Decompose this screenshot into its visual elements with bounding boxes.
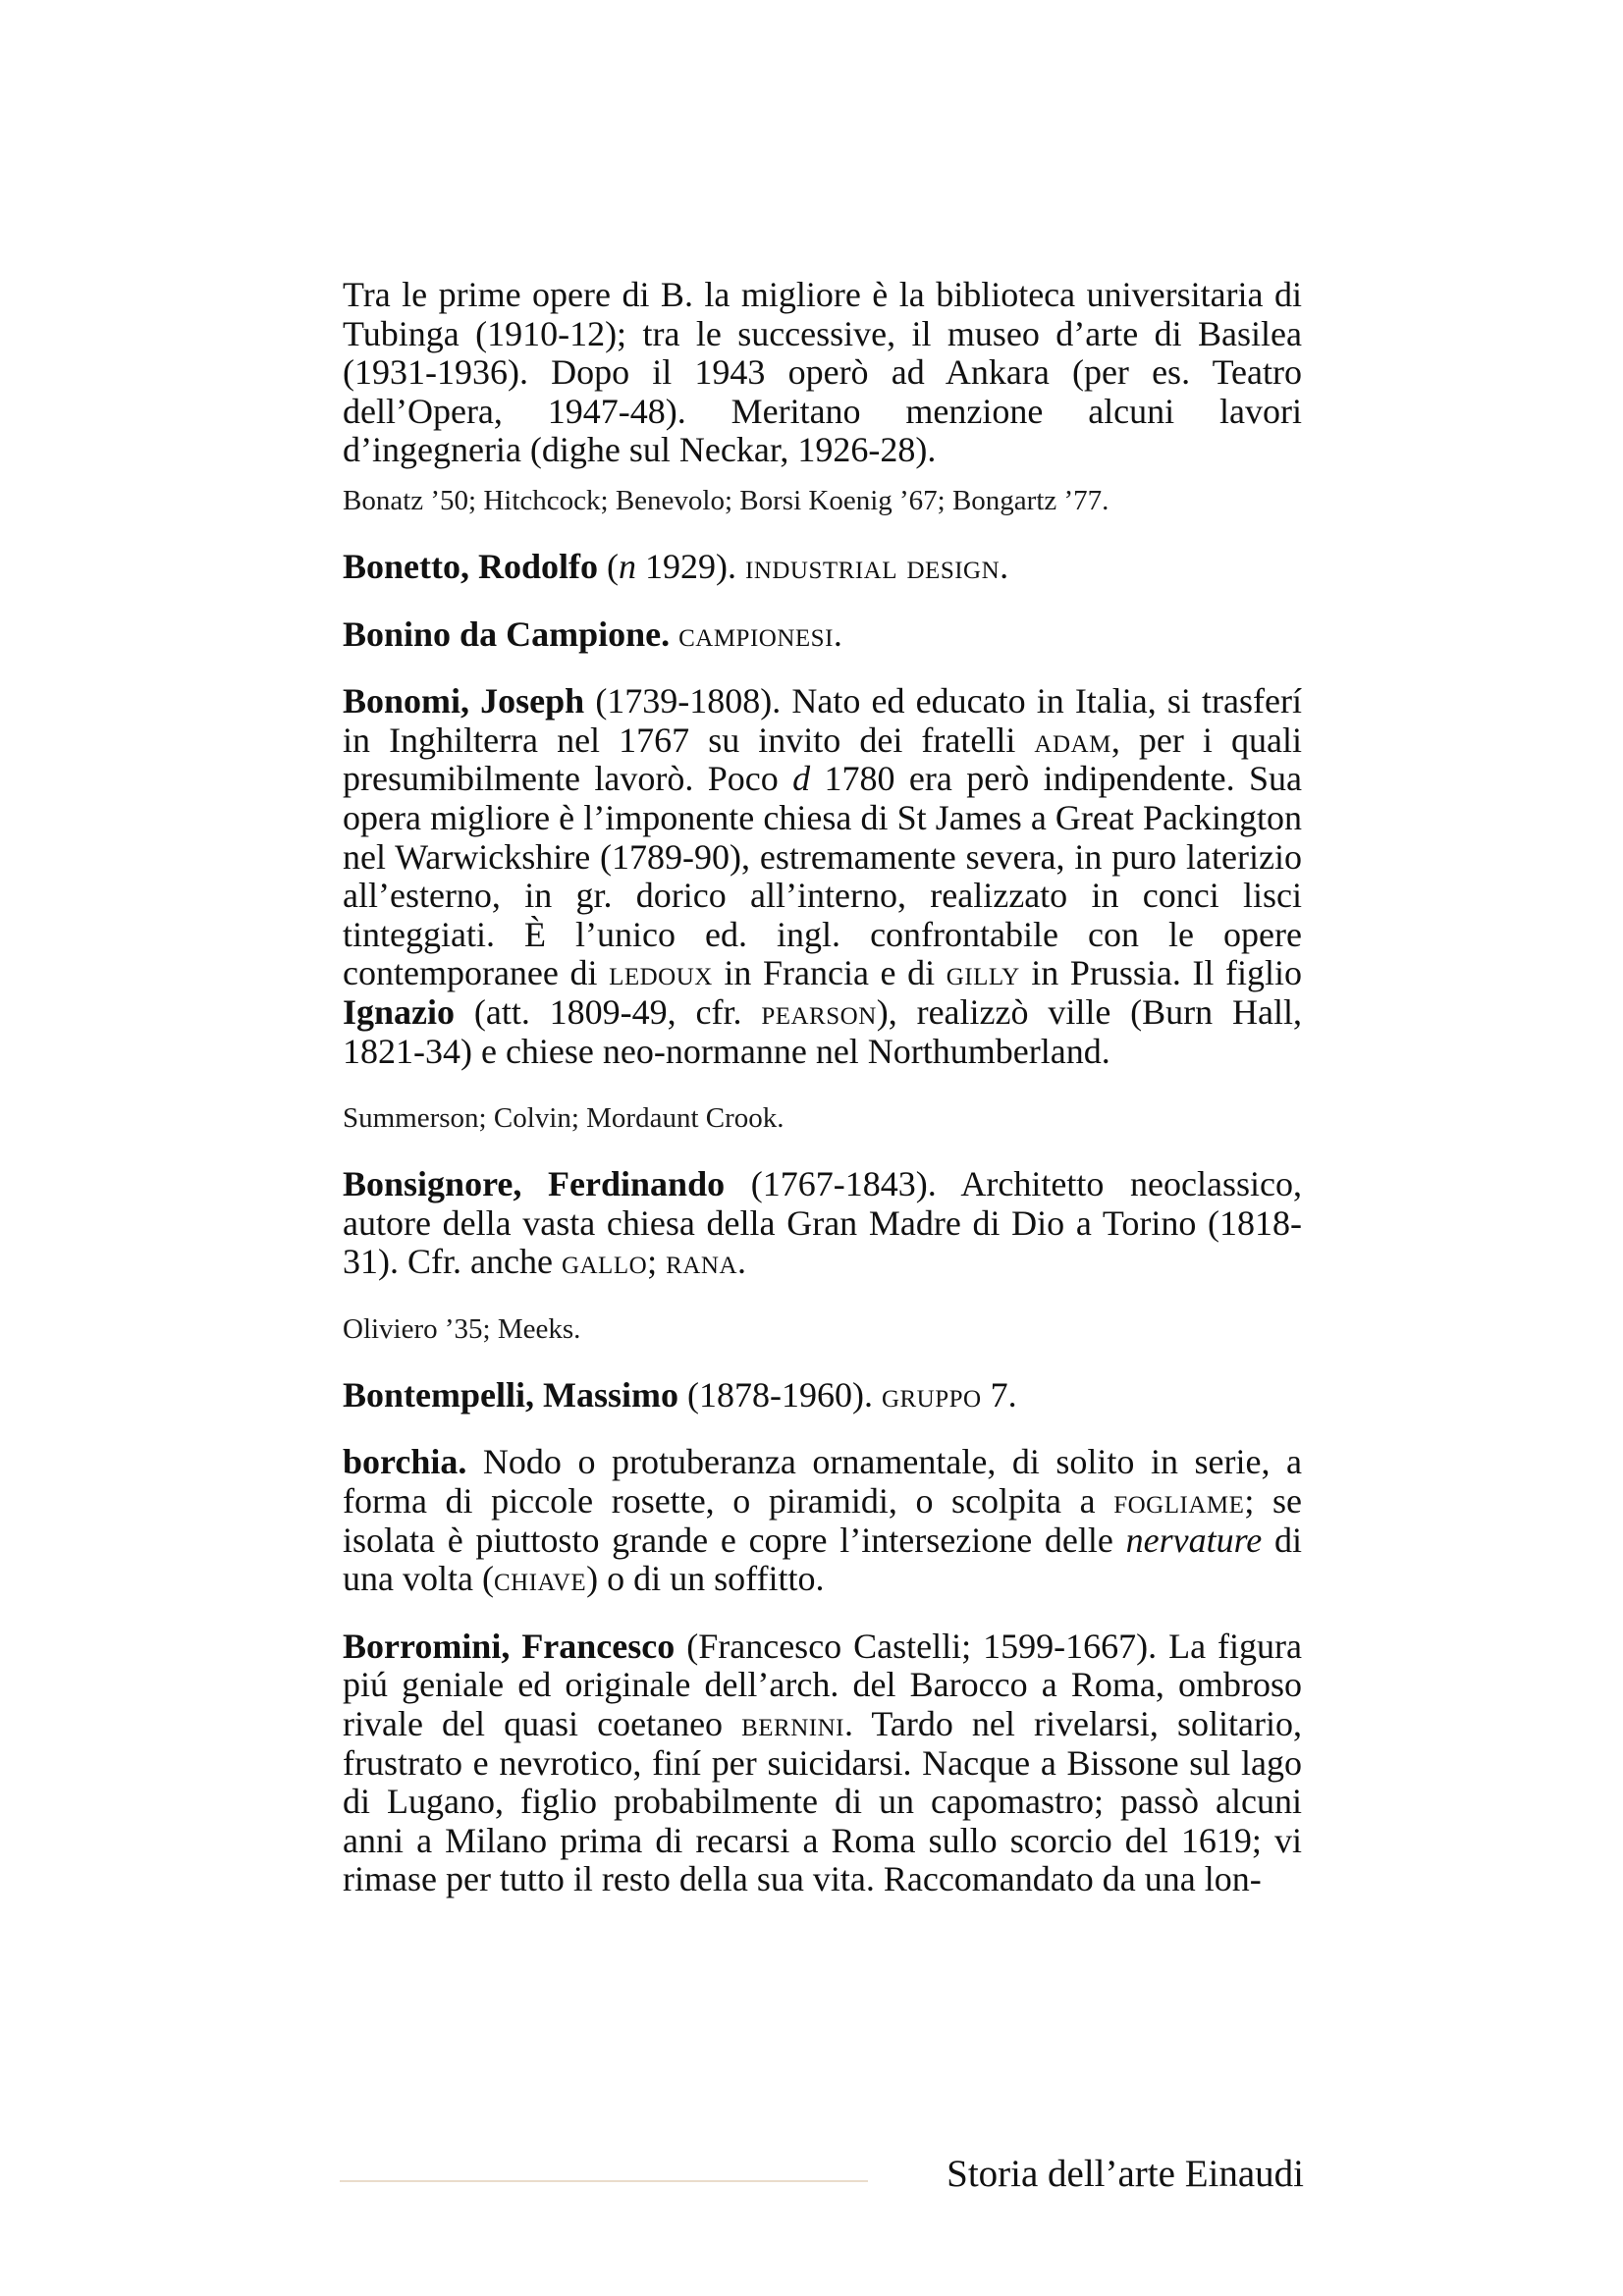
entry-bonino: Bonino da Campione. campionesi. — [343, 614, 842, 654]
cross-reference[interactable]: ledoux — [609, 953, 713, 993]
entry-bonomi: Bonomi, Joseph (1739-1808). Nato ed educato in Italia, si trasferí in Inghilterra nel 1767 su invito dei fratelli adam, per i quali presumibilmente lavorò. Poco d 1780 era però indipendente. Sua opera migliore è l’imponente chiesa di St James a Great Packington nel Warwickshire (1789-90), estremamente severa, in puro laterizio all’esterno, in gr. dorico all’interno, realizzato in conci lisci tinteggiati. È l’unico ed. ingl. confrontabile con le opere contemporanee di ledoux in Francia e di gilly in Prussia. Il figlio Ignazio (att. 1809-49, cfr. pearson), realizzò ville (Burn Hall, 1821-34) e chiese neo-normanne nel Northumberland. — [343, 681, 1303, 1071]
cross-reference[interactable]: chiave — [493, 1559, 587, 1599]
footer-rule — [340, 2180, 868, 2182]
entry-headword: Bonetto, Rodolfo — [343, 546, 598, 586]
entry-text: Tra le prime opere di B. la migliore è la biblioteca universitaria di Tubinga (1910-12); tra le successive, il museo d’arte di Basilea (1931-1936). Dopo il 1943 operò ad Ankara (per es. Teatro dell’Opera, 1947-48). Meritano menzione alcuni lavori d’ingegneria (dighe sul Neckar, 1926-28). — [343, 275, 1302, 470]
cross-reference[interactable]: gruppo — [881, 1374, 982, 1415]
entry-headword: Bonino da Campione. — [343, 614, 671, 654]
entry-headword: Borromini, Francesco — [343, 1626, 676, 1666]
cross-reference[interactable]: industrial design — [745, 546, 1001, 586]
entry-bontempelli: Bontempelli, Massimo (1878-1960). gruppo 7. — [343, 1374, 1017, 1415]
entry-headword: borchia. — [343, 1442, 467, 1482]
entry-bonetto: Bonetto, Rodolfo (n 1929). industrial design. — [343, 546, 1009, 586]
cross-reference[interactable]: fogliame — [1113, 1481, 1245, 1522]
entry-headword: Bonomi, Joseph — [343, 681, 585, 721]
subentry-headword: Ignazio — [343, 991, 456, 1032]
entry-headword: Bontempelli, Massimo — [343, 1374, 678, 1415]
bibliography-bonatz: Bonatz ’50; Hitchcock; Benevolo; Borsi Koenig ’67; Bongartz ’77. — [343, 484, 1109, 516]
entry-borromini: Borromini, Francesco (Francesco Castelli; 1599-1667). La figura piú geniale ed originale dell’arch. del Barocco a Roma, ombroso rivale del quasi coetaneo bernini. Tardo nel rivelarsi, solitario, frustrato e nevrotico, finí per suicidarsi. Nacque a Bissone sul lago di Lugano, figlio probabilmente di un capomastro; passò alcuni anni a Milano prima di recarsi a Roma sullo scorcio del 1619; vi rimase per tutto il resto della sua vita. Raccomandato da una lon- — [343, 1626, 1302, 1899]
cross-reference[interactable]: pearson — [761, 991, 877, 1032]
bibliography-bonomi: Summerson; Colvin; Mordaunt Crook. — [343, 1102, 784, 1135]
entry-bonatz-continuation — [343, 276, 1302, 470]
cross-reference[interactable]: campionesi — [678, 614, 834, 654]
cross-reference[interactable]: adam — [1034, 720, 1111, 760]
entry-bonsignore: Bonsignore, Ferdinando (1767-1843). Architetto neoclassico, autore della vasta chiesa della Gran Madre di Dio a Torino (1818-31). Cfr. anche gallo; rana. — [343, 1164, 1302, 1282]
entry-borchia: borchia. Nodo o protuberanza ornamentale, di solito in serie, a forma di piccole rosette, o piramidi, o scolpita a fogliame; se isolata è piuttosto grande e copre l’intersezione delle nervature di una volta (chiave) o di un soffitto. — [343, 1442, 1302, 1599]
cross-reference[interactable]: bernini — [741, 1704, 844, 1744]
cross-reference[interactable]: rana — [666, 1242, 738, 1282]
cross-reference[interactable]: gilly — [946, 953, 1020, 993]
bibliography-bonsignore: Oliviero ’35; Meeks. — [343, 1312, 581, 1345]
footer-publisher: Storia dell’arte Einaudi — [947, 2153, 1304, 2195]
cross-reference[interactable]: gallo — [561, 1242, 648, 1282]
entry-headword: Bonsignore, Ferdinando — [343, 1164, 726, 1204]
page-body — [343, 276, 1302, 1899]
